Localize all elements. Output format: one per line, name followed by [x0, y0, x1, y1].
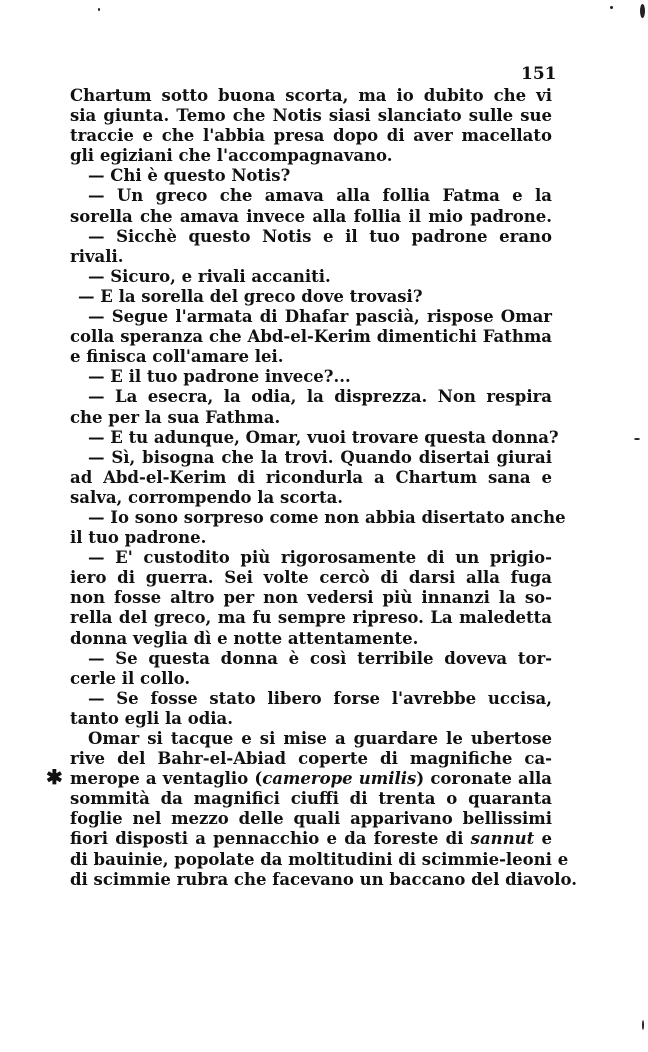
text-line: — La esecra, la odia, la disprezza. Non respira [88, 387, 552, 407]
text-line: che per la sua Fathma. [70, 407, 281, 427]
text-line: iero di guerra. Sei volte cercò di darsi alla fuga [70, 568, 552, 588]
text-line: tanto egli la odia. [70, 708, 233, 728]
scan-speck [634, 438, 640, 440]
text-line: — E il tuo padrone invece?... [88, 367, 351, 387]
text-line: sia giunta. Temo che Notis siasi slanciato sulle sue [70, 106, 552, 126]
text-line: traccie e che l'abbia presa dopo di aver macellato [70, 126, 552, 146]
text-line: — E tu adunque, Omar, vuoi trovare questa donna? [88, 427, 559, 447]
italic-term: camerope umilis [262, 769, 417, 789]
text-line: colla speranza che Abd-el-Kerim dimentichi Fathma [70, 327, 552, 347]
text-line: — Un greco che amava alla follia Fatma e la [88, 186, 552, 206]
text-line: — Se fosse stato libero forse l'avrebbe uccisa, [88, 688, 552, 708]
scan-speck [98, 8, 100, 11]
text-line: — Chi è questo Notis? [88, 166, 291, 186]
text-line: sorella che amava invece alla follia il mio padrone. [70, 206, 552, 226]
text-line [70, 769, 552, 789]
text-line: ad Abd-el-Kerim di ricondurla a Chartum sana e [70, 467, 552, 487]
text-line: foglie nel mezzo delle quali apparivano bellissimi [70, 809, 552, 829]
text-line: — Sicuro, e rivali accaniti. [88, 266, 331, 286]
text-line: rive del Bahr-el-Abiad coperte di magnifiche ca- [70, 749, 552, 769]
text-line: sommità da magnifici ciuffi di trenta o quaranta [70, 789, 552, 809]
text-line: gli egiziani che l'accompagnavano. [70, 146, 393, 166]
text-line: — Sicchè questo Notis e il tuo padrone erano [88, 226, 552, 246]
text-segment: merope a ventaglio ( [70, 769, 263, 789]
text-line: — Segue l'armata di Dhafar pascià, rispose Omar [88, 307, 552, 327]
text-line: — Io sono sorpreso come non abbia disertato anche [88, 507, 566, 527]
scan-speck [640, 4, 645, 18]
page-number: 151 [521, 64, 557, 84]
text-line: Omar si tacque e si mise a guardare le ubertose [88, 729, 552, 748]
text-line: donna veglia dì e notte attentamente. [70, 628, 419, 648]
body-text [70, 86, 577, 890]
margin-mark: ✱ [46, 765, 63, 789]
text-line [70, 829, 552, 849]
text-line: — E' custodito più rigorosamente di un prigio- [88, 548, 552, 568]
scan-speck [642, 1020, 644, 1030]
text-line: di scimmie rubra che facevano un baccano del diavolo. [70, 869, 577, 889]
scan-speck [610, 6, 613, 9]
text-line: il tuo padrone. [70, 528, 207, 548]
text-line: — E la sorella del greco dove trovasi? [78, 286, 423, 306]
text-line: rella del greco, ma fu sempre ripreso. La maledetta [70, 608, 552, 628]
text-line: cerle il collo. [70, 668, 191, 688]
text-segment: e [534, 829, 552, 849]
text-segment: ) coronate alla [416, 769, 552, 789]
text-line: — Sì, bisogna che la trovi. Quando disertai giurai [88, 447, 552, 467]
text-line: salva, corrompendo la scorta. [70, 487, 344, 507]
italic-term: sannut [470, 829, 535, 849]
text-segment: fiori disposti a pennacchio e da foreste di [70, 829, 471, 849]
text-line: rivali. [70, 246, 124, 266]
text-line: — Se questa donna è così terribile doveva tor- [88, 648, 552, 668]
text-line: di bauinie, popolate da moltitudini di scimmie-leoni e [70, 849, 569, 869]
text-line: Chartum sotto buona scorta, ma io dubito che vi [70, 86, 552, 105]
text-line: non fosse altro per non vedersi più innanzi la so- [70, 588, 552, 608]
text-line: e finisca coll'amare lei. [70, 347, 284, 367]
